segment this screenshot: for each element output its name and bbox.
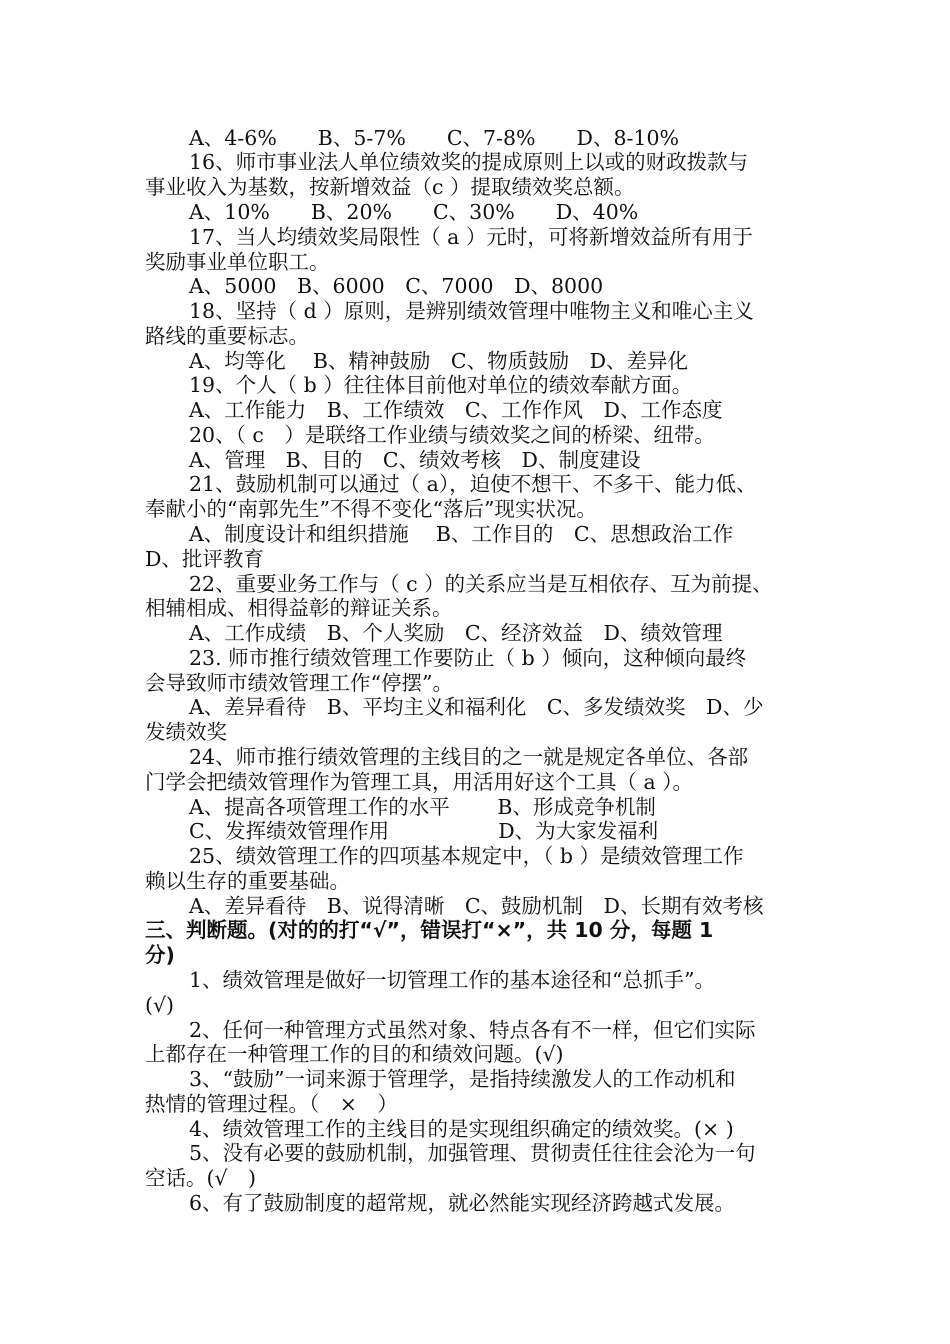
q24-line1: 24、师市推行绩效管理的主线目的之一就是规定各单位、各部	[189, 745, 749, 769]
tf3-line1: 3、“鼓励”一词来源于管理学，是指持续激发人的工作动机和	[189, 1067, 736, 1091]
q22-options: A、工作成绩 B、个人奖励 C、经济效益 D、绩效管理	[189, 621, 723, 645]
q18-line1: 18、坚持（ d ）原则，是辨别绩效管理中唯物主义和唯心主义	[189, 299, 754, 323]
q16-options: A、10% B、20% C、30% D、40%	[189, 200, 639, 224]
section-three-heading: 三、判断题。(对的的打“√”，错误打“×”，共 10 分，每题 1	[145, 918, 714, 942]
tf2-line1: 2、任何一种管理方式虽然对象、特点各有不一样，但它们实际	[189, 1018, 756, 1042]
q20-line1: 20、（ c ）是联络工作业绩与绩效奖之间的桥梁、纽带。	[189, 423, 715, 447]
tf4-line1: 4、绩效管理工作的主线目的是实现组织确定的绩效奖。(× )	[189, 1117, 734, 1141]
q21-line1: 21、鼓励机制可以通过（ a），迫使不想干、不多干、能力低、	[189, 472, 757, 496]
q23-line2: 会导致师市绩效管理工作“停摆”。	[145, 671, 453, 695]
q24-options-line1: A、提高各项管理工作的水平 B、形成竞争机制	[189, 795, 656, 819]
q16-line1: 16、师市事业法人单位绩效奖的提成原则上以或的财政拨款与	[189, 150, 749, 174]
q22-line2: 相辅相成、相得益彰的辩证关系。	[145, 596, 453, 620]
tf5-line2: 空话。(√ )	[145, 1166, 257, 1190]
q17-options: A、5000 B、6000 C、7000 D、8000	[189, 274, 604, 298]
q21-options-line2: D、批评教育	[145, 547, 264, 571]
q20-options: A、管理 B、目的 C、绩效考核 D、制度建设	[189, 448, 641, 472]
section-three-heading-cont: 分)	[145, 943, 175, 967]
q19-options: A、工作能力 B、工作绩效 C、工作作风 D、工作态度	[189, 398, 723, 422]
q24-options-line2: C、发挥绩效管理作用 D、为大家发福利	[189, 819, 659, 843]
tf3-line2: 热情的管理过程。（ × ）	[145, 1092, 398, 1116]
q18-line2: 路线的重要标志。	[145, 324, 309, 348]
q23-line1: 23. 师市推行绩效管理工作要防止（ b ）倾向，这种倾向最终	[189, 646, 747, 670]
q25-line1: 25、绩效管理工作的四项基本规定中，（ b ）是绩效管理工作	[189, 844, 744, 868]
q22-line1: 22、重要业务工作与（ c ）的关系应当是互相依存、互为前提、	[189, 572, 773, 596]
q18-options: A、均等化 B、精神鼓励 C、物质鼓励 D、差异化	[189, 349, 689, 373]
tf6-line1: 6、有了鼓励制度的超常规，就必然能实现经济跨越式发展。	[189, 1191, 736, 1215]
q17-line1: 17、当人均绩效奖局限性（ a ）元时，可将新增效益所有用于	[189, 225, 753, 249]
q19-line1: 19、个人（ b ）往往体目前他对单位的绩效奉献方面。	[189, 373, 693, 397]
q16-line2: 事业收入为基数，按新增效益（c ）提取绩效奖总额。	[145, 175, 635, 199]
q17-line2: 奖励事业单位职工。	[145, 250, 330, 274]
q21-line2: 奉献小的“南郭先生”不得不变化“落后”现实状况。	[145, 497, 597, 521]
tf5-line1: 5、没有必要的鼓励机制，加强管理、贯彻责任往往会沦为一句	[189, 1141, 756, 1165]
q23-options-line2: 发绩效奖	[145, 720, 227, 744]
q15-options: A、4-6% B、5-7% C、7-8% D、8-10%	[189, 126, 679, 150]
q23-options-line1: A、差异看待 B、平均主义和福利化 C、多发绩效奖 D、少	[189, 695, 764, 719]
tf1-line2: (√)	[145, 993, 175, 1017]
tf1-line1: 1、绩效管理是做好一切管理工作的基本途径和“总抓手”。	[189, 968, 716, 992]
q21-options-line1: A、制度设计和组织措施 B、工作目的 C、思想政治工作	[189, 522, 734, 546]
q24-line2: 门学会把绩效管理作为管理工具，用活用好这个工具（ a ）。	[145, 770, 694, 794]
tf2-line2: 上都存在一种管理工作的目的和绩效问题。(√)	[145, 1042, 564, 1066]
q25-options: A、差异看待 B、说得清晰 C、鼓励机制 D、长期有效考核	[189, 894, 764, 918]
q25-line2: 赖以生存的重要基础。	[145, 869, 350, 893]
